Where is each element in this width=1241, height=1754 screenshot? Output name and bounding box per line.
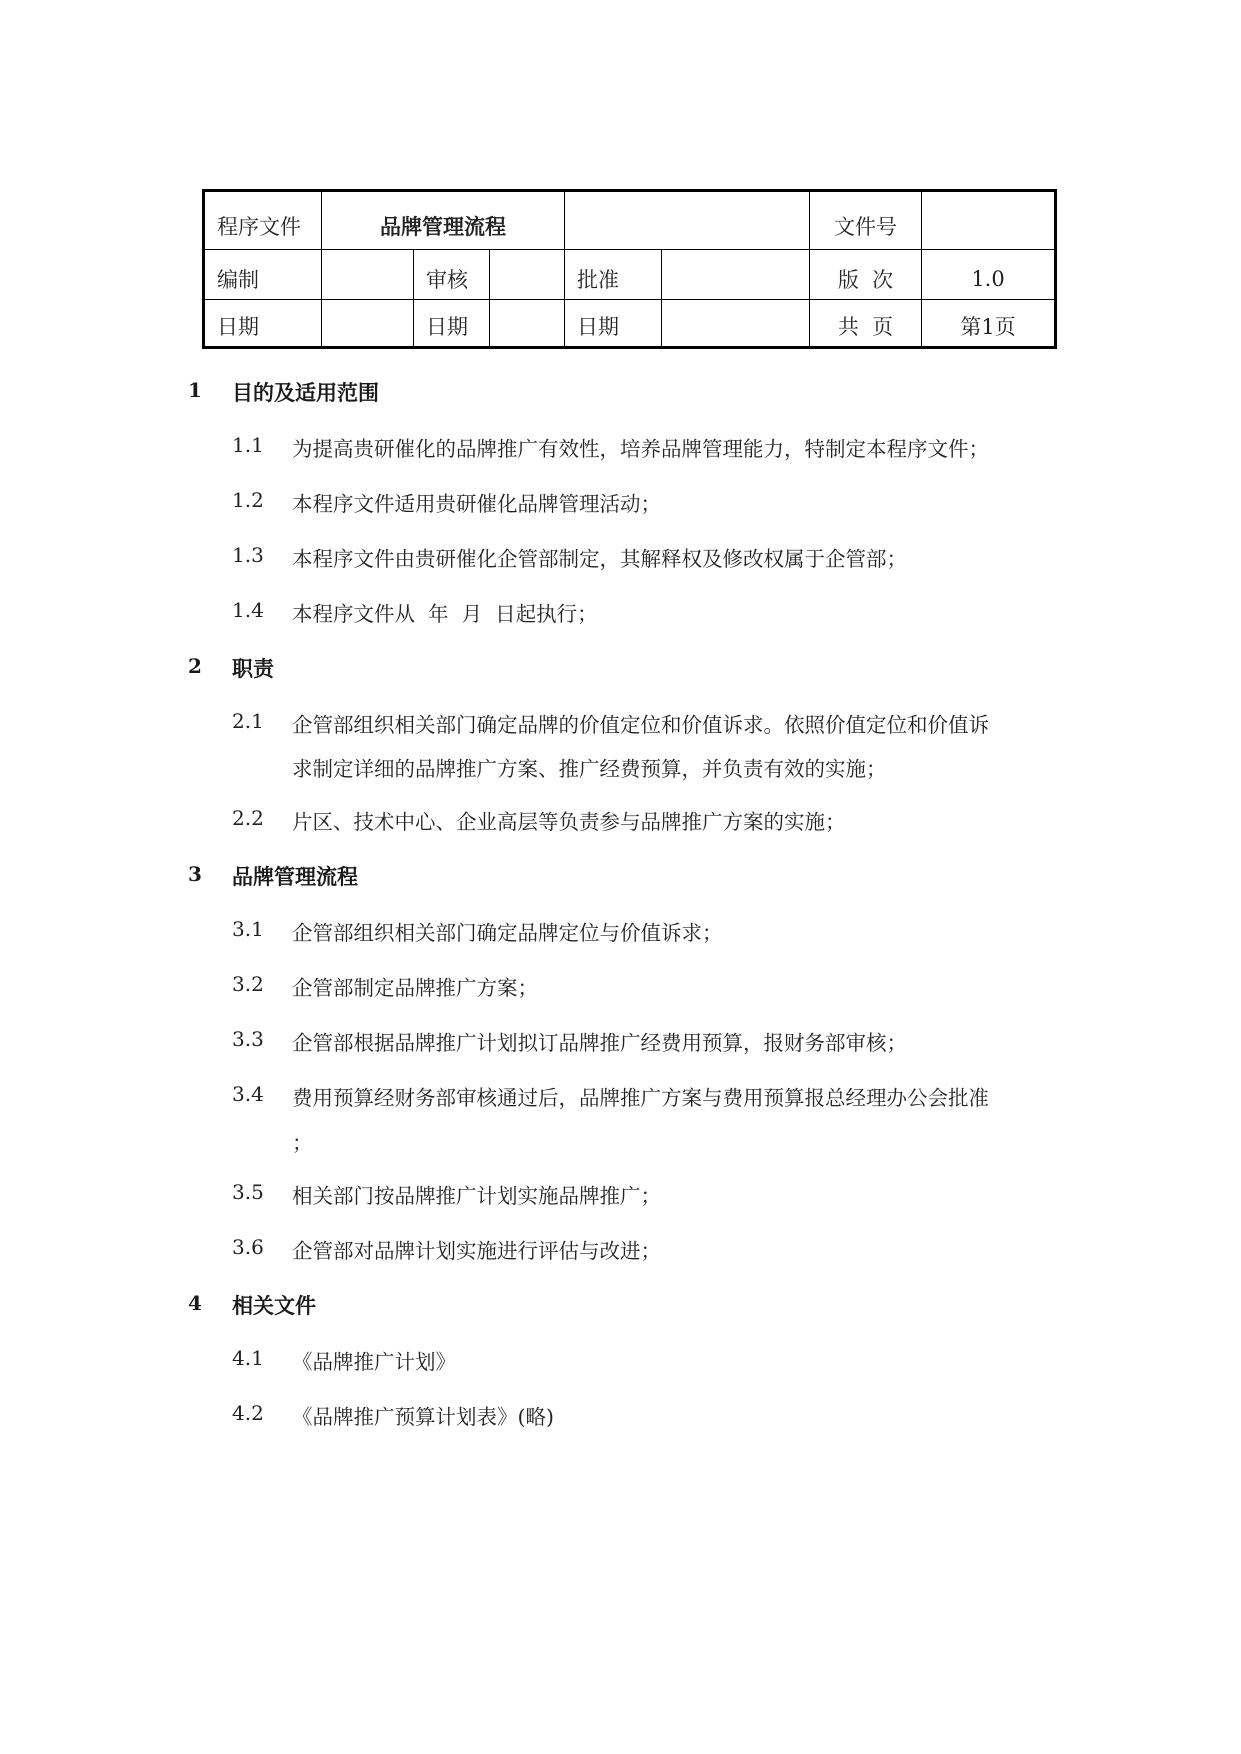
version-label: 版 次 [810, 250, 922, 300]
review-date-value [490, 300, 565, 348]
item-text: 片区、技术中心、企业高层等负责参与品牌推广方案的实施； [292, 810, 846, 834]
item-number: 3.5 [232, 1180, 264, 1204]
item-text: 《品牌推广计划》 [292, 1350, 456, 1374]
item-text: 费用预算经财务部审核通过后，品牌推广方案与费用预算报总经理办公会批准 [292, 1086, 989, 1110]
item-number: 3.3 [232, 1027, 264, 1051]
review-date-label: 日期 [414, 300, 490, 348]
item-number: 1.1 [232, 433, 264, 457]
item-text: 本程序文件从 年 月 日起执行； [292, 602, 598, 626]
section-title: 职责 [232, 657, 274, 681]
section-number: 3 [188, 862, 202, 886]
item-number: 4.1 [232, 1346, 264, 1370]
item-number: 3.1 [232, 917, 264, 941]
item-text: 企管部对品牌计划实施进行评估与改进； [292, 1239, 661, 1263]
approve-label: 批准 [565, 250, 662, 300]
item-number: 1.3 [232, 543, 264, 567]
page-number: 第1页 [922, 300, 1056, 348]
item-number: 1.4 [232, 598, 264, 622]
item-number: 2.1 [232, 709, 264, 733]
item-number: 1.2 [232, 488, 264, 512]
item-text: 企管部制定品牌推广方案； [292, 976, 538, 1000]
author-date-label: 日期 [204, 300, 322, 348]
document-header-table [202, 189, 1057, 349]
author-date-value [322, 300, 414, 348]
approve-date-label: 日期 [565, 300, 662, 348]
approve-date-value [662, 300, 810, 348]
header-row-2 [204, 250, 1056, 300]
item-text: 本程序文件适用贵研催化品牌管理活动； [292, 492, 661, 516]
item-text: 企管部组织相关部门确定品牌的价值定位和价值诉求。依照价值定位和价值诉 [292, 713, 989, 737]
item-text: 本程序文件由贵研催化企管部制定，其解释权及修改权属于企管部； [292, 547, 907, 571]
header-row-3 [204, 300, 1056, 348]
total-pages-label: 共 页 [810, 300, 922, 348]
item-text-continued: 求制定详细的品牌推广方案、推广经费预算，并负责有效的实施； [292, 757, 887, 781]
item-text: 《品牌推广预算计划表》(略) [292, 1405, 554, 1429]
item-text: 企管部根据品牌推广计划拟订品牌推广经费用预算，报财务部审核； [292, 1031, 907, 1055]
section-number: 4 [188, 1291, 202, 1315]
item-number: 3.6 [232, 1235, 264, 1259]
approve-value [662, 250, 810, 300]
item-text-continued: ； [292, 1131, 313, 1155]
review-label: 审核 [414, 250, 490, 300]
review-value [490, 250, 565, 300]
item-number: 2.2 [232, 806, 264, 830]
author-label: 编制 [204, 250, 322, 300]
item-number: 3.4 [232, 1082, 264, 1106]
doc-number-value [922, 191, 1056, 250]
doc-title: 品牌管理流程 [322, 191, 565, 250]
section-number: 1 [188, 378, 202, 402]
item-text: 为提高贵研催化的品牌推广有效性，培养品牌管理能力，特制定本程序文件； [292, 437, 989, 461]
section-title: 相关文件 [232, 1294, 316, 1318]
doc-type-label: 程序文件 [204, 191, 322, 250]
item-number: 4.2 [232, 1401, 264, 1425]
blank-cell [565, 191, 810, 250]
item-text: 企管部组织相关部门确定品牌定位与价值诉求； [292, 921, 723, 945]
item-text: 相关部门按品牌推广计划实施品牌推广； [292, 1184, 661, 1208]
section-title: 品牌管理流程 [232, 865, 358, 889]
section-number: 2 [188, 654, 202, 678]
header-row-1 [204, 191, 1056, 250]
author-value [322, 250, 414, 300]
item-number: 3.2 [232, 972, 264, 996]
version-value: 1.0 [922, 250, 1056, 300]
doc-number-label: 文件号 [810, 191, 922, 250]
section-title: 目的及适用范围 [232, 381, 379, 405]
